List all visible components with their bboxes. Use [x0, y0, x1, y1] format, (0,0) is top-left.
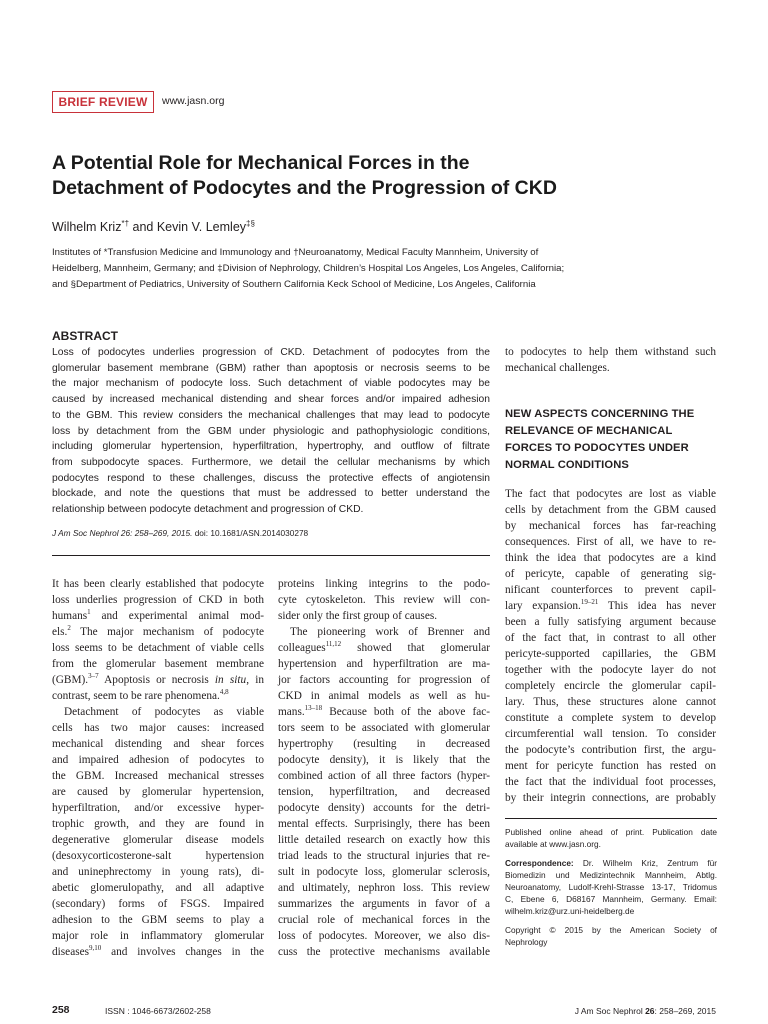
abstract-line: Loss of podocytes underlies progression of CKD. Detachment of podocytes from the [52, 347, 490, 358]
text-line: hypertension and hyperfiltration are ma- [278, 658, 490, 670]
footnote-divider [505, 818, 717, 819]
text-line: consequences. First of all, we have to re- [505, 536, 716, 548]
body-column-3-top [505, 344, 716, 376]
text-line: cells by detachment from the GBM caused [505, 504, 716, 516]
abstract-line: loss by detachment from the GBM under physiologic and pathophysiologic conditions, [52, 425, 490, 437]
correspondence-note [505, 857, 717, 917]
text-line: abetic glomerulopathy, and all adaptive [52, 882, 264, 894]
citation-ref[interactable]: 2 [67, 624, 71, 633]
abstract-line: relationship between podocyte detachment and progression of CKD. [52, 504, 364, 516]
text-line: loss seems to be detachment of viable cells [52, 642, 264, 654]
journal-reference [575, 1006, 716, 1016]
text-line: ment for pericyte function has rested on [505, 760, 716, 772]
text-line: (desoxycorticosterone-salt hypertension [52, 850, 264, 862]
citation-ref[interactable]: 3–7 [88, 672, 99, 681]
text-line: It has been clearly established that podocyte [52, 578, 264, 590]
text-line: degenerative glomerular disease models [52, 834, 264, 846]
article-title-line: Detachment of Podocytes and the Progression of CKD [52, 177, 557, 199]
text-line: sult in podocyte loss, glomerular sclerosis, [278, 866, 490, 878]
text-line: major role in inflammatory glomerular [52, 930, 264, 942]
note-line: Published online ahead of print. Publication date [505, 827, 717, 837]
text-line: proteins linking integrins to the podo- [278, 578, 490, 590]
journal-website-link[interactable]: www.jasn.org [162, 95, 225, 107]
copyright-note [505, 924, 717, 948]
text-line: els.$^2$ The major mechanism of podocyte [52, 624, 264, 638]
text-line: together with the podocyte layer do not [505, 664, 716, 676]
abstract-line: to the GBM. This review considers the mechanical challenges that may lead to podocyte [52, 409, 490, 421]
citation-ref[interactable]: 11,12 [325, 640, 342, 649]
abstract-line: podocytes respond to these challenges, discuss the protective effects of angiotensin [52, 472, 490, 484]
journal-name: J Am Soc Nephrol [574, 1006, 646, 1016]
author-affiliation-marks: ‡§ [246, 219, 255, 228]
text-line: cyte cytoskeleton. This review will con- [278, 594, 490, 606]
author-list [52, 219, 255, 234]
text-line: by their integrin connections, are probably [505, 792, 716, 804]
text-line: sider only the first group of causes. [278, 610, 438, 622]
section-heading-line: NEW ASPECTS CONCERNING THE [505, 408, 695, 420]
note-line: Biomedizin und Medizintechnik Mannheim, Abtlg. [505, 870, 717, 880]
abstract-line: caused by increased mechanical distending and shear forces and/or impaired adhesion [52, 394, 490, 406]
text-line: tension, hyperfiltration, and decreased [278, 786, 490, 798]
note-line: available at www.jasn.org. [505, 839, 601, 849]
text-line: mechanical challenges. [505, 362, 610, 374]
text-line: summarizes the arguments in favor of a [278, 898, 490, 910]
article-type-badge: BRIEF REVIEW [52, 91, 154, 113]
text-line: hyperfiltration, and/or excessive hyper- [52, 802, 264, 814]
article-footnote [505, 826, 717, 955]
text-line: think the idea that podocytes are a kind [505, 552, 716, 564]
text-line: loss underlies progression of CKD in both [52, 594, 264, 606]
text-line: podocyte density) accounts for the detri- [278, 802, 490, 814]
journal-volume: 26 [645, 1006, 655, 1016]
section-heading-line: RELEVANCE OF MECHANICAL [505, 425, 673, 437]
abstract-heading: ABSTRACT [52, 329, 118, 343]
affiliations [52, 245, 724, 293]
text-line: cuss the protective mechanisms available [278, 946, 490, 958]
article-title-line: A Potential Role for Mechanical Forces in the [52, 152, 470, 174]
body-column-2 [278, 576, 490, 960]
text-line: the fact that the individual foot processes, [505, 776, 716, 788]
text-line: constitute a complete system to develop [505, 712, 716, 724]
author-name: Kevin V. Lemley [156, 220, 247, 235]
text-line: colleagues$^{11,12}$ showed that glomerular [278, 640, 490, 654]
article-title [52, 151, 712, 201]
section-heading [505, 406, 725, 474]
text-line: (GBM).$^{3-7}$ Apoptosis or necrosis in situ, in [52, 672, 265, 686]
note-line: Nephrology [505, 937, 548, 947]
affiliation-line: Heidelberg, Mannheim, Germany; and ‡Division of Nephrology, Children’s Hospital Los Angeles, Los Angeles, California; [52, 263, 565, 274]
correspondence-email[interactable]: wilhelm.kriz@urz.uni-heidelberg.de [505, 906, 635, 916]
text-line: lary. Thus, these structures alone cannot [505, 696, 716, 708]
text-line: (secondary) forms of FSGS. Impaired [52, 898, 264, 910]
text-line: and impaired adhesion of podocytes to [52, 754, 264, 766]
citation-line [52, 528, 308, 538]
text-line: The pioneering work of Brenner and [290, 626, 490, 638]
citation-ref[interactable]: 9,10 [89, 944, 102, 953]
author-affiliation-marks: *† [121, 219, 130, 228]
text-line: diseases$^{9,10}$ and involves changes in the [52, 944, 264, 958]
text-line: circumferential wall tension. To consider [505, 728, 716, 740]
text-line: been a fully satisfying argument because [505, 616, 716, 628]
section-heading-line: NORMAL CONDITIONS [505, 459, 629, 471]
text-line: of the fact that, in contrast to all other [505, 632, 716, 644]
abstract-text [52, 345, 490, 518]
text-line: mechanical distending and shear forces [52, 738, 264, 750]
text-line: crucial role of mechanical forces in the [278, 914, 490, 926]
abstract-line: blockade, and note the questions that must be addressed to better understand the [52, 488, 490, 500]
publication-note [505, 826, 717, 850]
body-column-3 [505, 486, 716, 806]
text-line: podocyte density), it is likely that the [278, 754, 490, 766]
text-line: little detailed research on exactly how this [278, 834, 490, 846]
note-line: Copyright © 2015 by the American Society of [505, 925, 717, 935]
issn: ISSN : 1046-6673/2602-258 [105, 1006, 211, 1016]
abstract-divider [52, 555, 490, 556]
text-line: completely encircle the glomerular capil- [505, 680, 716, 692]
text-line: by mechanical forces has far-reaching [505, 520, 716, 532]
abstract-line: including glomerular hypertension, hyperfiltration, hypertrophy, and outflow of filtrate [52, 441, 490, 453]
text-line: to podocytes to help them withstand such [505, 346, 716, 358]
note-line: C, Ebene 6, D68167 Mannheim, Germany. Email: [505, 894, 717, 904]
text-line: CKD in animal models as well as hu- [278, 690, 490, 702]
text-line: mans.$^{13-18}$ Because both of the above fac- [278, 704, 490, 718]
body-column-1 [52, 576, 264, 960]
text-line: nificant counterforces to prevent capil- [505, 584, 716, 596]
text-line: adhesion to the GBM seems to play a [52, 914, 264, 926]
text-line: pericyte-supported capillaries, the GBM [505, 648, 716, 660]
author-name: Wilhelm Kriz [52, 220, 122, 235]
affiliation-line: Institutes of *Transfusion Medicine and Immunology and †Neuroanatomy, Medical Faculty Mannheim, University of [52, 247, 539, 258]
affiliation-line: and §Department of Pediatrics, University of Southern California Keck School of Medicine, Los Angeles, California [52, 279, 536, 290]
text-line: The fact that podocytes are lost as viable [505, 488, 716, 500]
text-line: hypertrophy (resulting in decreased [278, 738, 490, 750]
page-number: 258 [52, 1004, 70, 1016]
text-line: triad leads to the structural injuries that re- [278, 850, 490, 862]
author-conjunction: and [132, 220, 154, 235]
correspondence-label: Correspondence: [505, 858, 574, 868]
text-line: and uninephrectomy in young rats), di- [52, 866, 264, 878]
text-line: from the glomerular basement membrane [52, 658, 264, 670]
note-line: Dr. Wilhelm Kriz, Zentrum für [573, 858, 717, 868]
citation-ref[interactable]: 19–21 [580, 598, 599, 607]
text-line: and ultimately, nephron loss. This review [278, 882, 490, 894]
text-line: lary expansion.$^{19-21}$ This idea has never [505, 598, 716, 612]
text-line: of pericyte, capable of generating sig- [505, 568, 716, 580]
citation-ref[interactable]: 1 [87, 608, 91, 617]
text-line: trophic growth, and they are found in [52, 818, 264, 830]
text-line: jor factors accounting for progression of [278, 674, 490, 686]
abstract-line: from subpodocyte spaces. Furthermore, we detail the cellular mechanisms by which [52, 456, 490, 468]
abstract-line: the major mechanism of podocyte loss. Such detachment of viable podocytes may be [52, 378, 490, 390]
text-line: cells has two major causes: increased [52, 722, 264, 734]
citation-journal: J Am Soc Nephrol 26: 258–269, 2015. [52, 528, 193, 538]
text-line: the GBM. Increased mechanical stresses [52, 770, 264, 782]
text-line: tors seem to be associated with glomerular [278, 722, 490, 734]
text-line: humans$^1$ and experimental animal mod- [52, 608, 264, 622]
note-line: Neuroanatomy, Ludolf-Krehl-Strasse 13-17, Tridomus [505, 882, 717, 892]
citation-ref[interactable]: 4,8 [219, 688, 229, 697]
journal-pages: : 258–269, 2015 [654, 1006, 716, 1016]
text-line: Detachment of podocytes as viable [64, 706, 264, 718]
abstract-line: glomerular basement membrane (GBM) rather than apoptosis or necrosis seems to be [52, 362, 490, 374]
text-line: contrast, seem to be rare phenomena.$^{4,8}$ [52, 688, 229, 702]
citation-ref[interactable]: 13–18 [304, 704, 323, 713]
section-heading-line: FORCES TO PODOCYTES UNDER [505, 442, 689, 454]
text-line: loss of podocytes. Moreover, we also dis- [278, 930, 490, 942]
text-line: the podocyte’s contribution first, the argu- [505, 744, 716, 756]
citation-doi[interactable]: doi: 10.1681/ASN.2014030278 [194, 528, 309, 538]
text-line: mental effects. Surprisingly, there has been [278, 818, 490, 830]
text-line: combined action of all three factors (hyper- [278, 770, 490, 782]
text-line: are caused by glomerular hypertension, [52, 786, 264, 798]
